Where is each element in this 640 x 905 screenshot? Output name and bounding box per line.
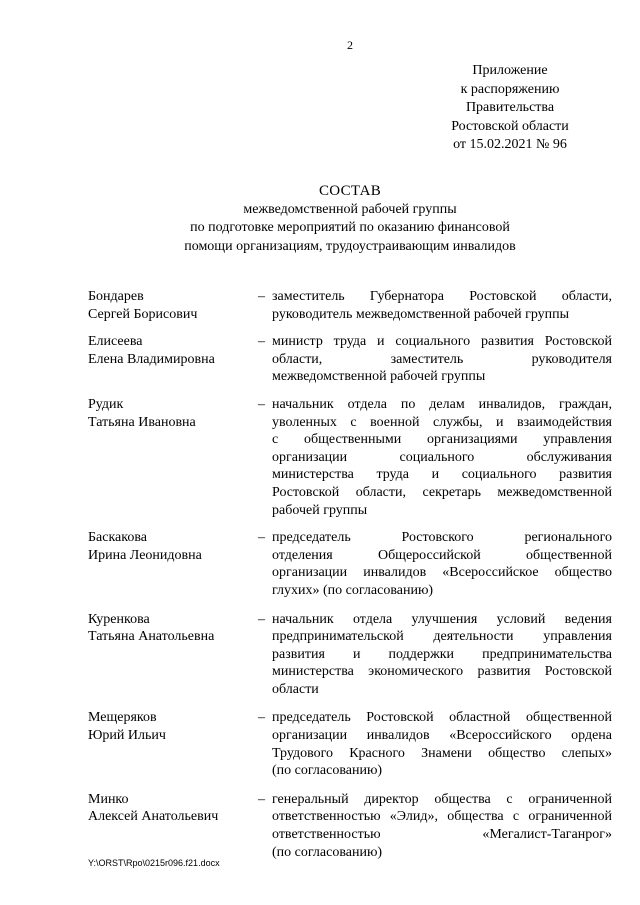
- member-name: [88, 529, 258, 599]
- title-subtitle-line: межведомственной рабочей группы: [243, 201, 457, 217]
- role-line: начальник отдела по делам инвалидов, граждан,: [272, 396, 612, 412]
- title-heading: СОСТАВ: [318, 183, 382, 199]
- dash-separator: –: [258, 611, 265, 627]
- member-role: [272, 396, 612, 519]
- member-row: [88, 709, 612, 779]
- member-role: [272, 529, 612, 599]
- member-surname: Куренкова: [88, 611, 150, 627]
- title-subtitle-line: помощи организациям, трудоустраивающим инвалидов: [184, 238, 516, 254]
- role-line: области, заместитель руководителя: [272, 351, 612, 367]
- dash-separator: –: [258, 530, 265, 546]
- role-line: глухих» (по согласованию): [272, 582, 434, 598]
- role-line: уволенных с военной службы, и взаимодействия: [272, 414, 612, 430]
- document-title: [0, 182, 640, 256]
- member-name: [88, 611, 258, 699]
- role-line: отделения Общероссийской общественной: [272, 547, 612, 563]
- member-name: [88, 709, 258, 779]
- role-line: с общественными организациями управления: [272, 432, 612, 448]
- role-line: предпринимательской деятельности управления: [272, 629, 612, 645]
- role-line: ответственностью «Мегалист-Таганрог»: [272, 827, 612, 843]
- role-line: рабочей группы: [272, 502, 368, 518]
- member-role: [272, 288, 612, 323]
- approval-line: к распоряжению: [460, 81, 560, 97]
- member-role: [272, 333, 612, 386]
- member-surname: Минко: [88, 791, 129, 807]
- dash-separator: –: [258, 334, 265, 350]
- member-given-names: Ирина Леонидовна: [88, 547, 202, 563]
- role-line: министр труда и социального развития Ростовской: [272, 334, 612, 350]
- member-given-names: Татьяна Анатольевна: [88, 629, 215, 645]
- role-line: Трудового Красного Знамени общество слепых»: [272, 745, 612, 761]
- role-line: министерства труда и социального развития: [272, 467, 612, 483]
- member-row: [88, 791, 612, 861]
- role-line: руководитель межведомственной рабочей группы: [272, 306, 570, 322]
- member-given-names: Елена Владимировна: [88, 351, 215, 367]
- member-name: [88, 791, 258, 861]
- dash-separator: –: [258, 289, 265, 304]
- member-row: [88, 396, 612, 519]
- approval-block: [440, 62, 580, 155]
- member-given-names: Сергей Борисович: [88, 306, 198, 322]
- member-name: [88, 396, 258, 519]
- role-line: Ростовской области, секретарь межведомственной: [272, 484, 612, 500]
- approval-line: от 15.02.2021 № 96: [453, 137, 567, 152]
- member-given-names: Юрий Ильич: [88, 728, 166, 744]
- role-line: организации инвалидов «Всероссийского ордена: [272, 728, 612, 744]
- member-role: [272, 709, 612, 779]
- role-line: организации инвалидов «Всероссийское общество: [272, 565, 612, 581]
- dash-separator: –: [258, 791, 265, 807]
- role-line: генеральный директор общества с ограниченной: [272, 791, 612, 807]
- member-surname: Мещеряков: [88, 710, 157, 726]
- member-surname: Баскакова: [88, 530, 148, 546]
- member-surname: Рудик: [88, 396, 124, 412]
- dash-separator: –: [258, 710, 265, 726]
- title-subtitle-line: по подготовке мероприятий по оказанию финансовой: [190, 220, 510, 235]
- members-list: [88, 288, 612, 861]
- approval-line: Приложение: [472, 63, 548, 78]
- role-line: председатель Ростовской областной общественной: [272, 710, 612, 726]
- file-path-footer: Y:\ORST\Rpo\0215r096.f21.docx: [88, 858, 220, 868]
- role-line: области: [272, 681, 319, 697]
- role-line: ответственностью «Элид», общества с ограниченной: [272, 809, 612, 825]
- role-line: министерства экономического развития Ростовской: [272, 664, 612, 680]
- page-number: 2: [347, 38, 353, 52]
- member-row: [88, 529, 612, 599]
- member-name: [88, 288, 258, 323]
- member-surname: Елисеева: [88, 334, 143, 350]
- member-surname: Бондарев: [88, 289, 144, 304]
- member-role: [272, 791, 612, 861]
- role-line: межведомственной рабочей группы: [272, 369, 486, 385]
- role-line: организации социального обслуживания: [272, 449, 612, 465]
- role-line: заместитель Губернатора Ростовской области,: [272, 289, 612, 304]
- member-row: [88, 611, 612, 699]
- approval-line: Правительства: [465, 100, 555, 115]
- member-given-names: Алексей Анатольевич: [88, 809, 219, 825]
- member-row: [88, 288, 612, 323]
- dash-separator: –: [258, 396, 265, 412]
- member-given-names: Татьяна Ивановна: [88, 414, 196, 430]
- member-name: [88, 333, 258, 386]
- role-line: начальник отдела улучшения условий ведения: [272, 611, 612, 627]
- approval-line: Ростовской области: [451, 118, 569, 134]
- role-line: развития и поддержки предпринимательства: [272, 646, 612, 662]
- role-line: (по согласованию): [272, 844, 383, 860]
- member-row: [88, 333, 612, 386]
- role-line: (по согласованию): [272, 763, 383, 779]
- role-line: председатель Ростовского регионального: [272, 530, 612, 546]
- member-role: [272, 611, 612, 699]
